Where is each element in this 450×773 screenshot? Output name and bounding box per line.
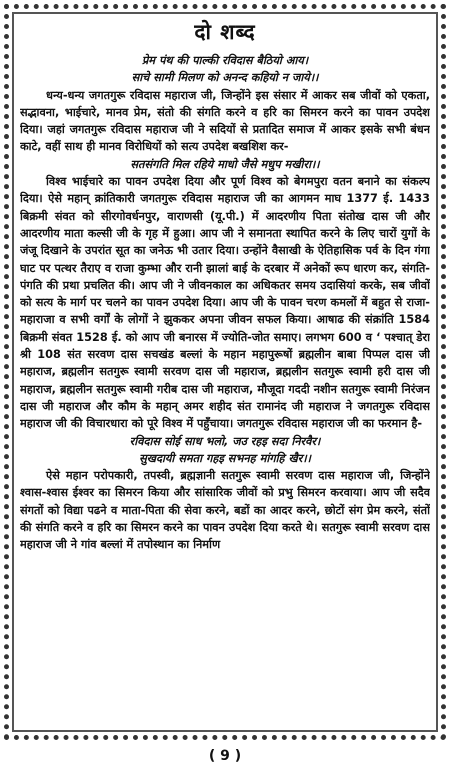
- verse-line: प्रेम पंथ की पाल्की रविदास बैठियो आय।: [141, 54, 309, 67]
- page-number: ( 9 ): [208, 748, 242, 764]
- paragraph: ऐसे महान परोपकारी, तपस्वी, ब्रह्मज्ञानी सतगुरू स्वामी सरवण दास महाराज जी, जिन्होंने श्वास-श्वास ईश्वर का सिमरन किया और सांसारिक जीवों को प्रभु सिमरन करवाया। आप जी सदैव संगतों को विद्या पढने व माता-पिता की सेवा करने, बडों का आदर करने, छोटों संग प्रेम करने, संतों की संगति करने व हरि का सिमरन करने का पावन उपदेश दिया करते थे। सतगुरू स्वामी सरवण दास महाराज जी ने गांव बल्लां में तपोस्थान का निर्माण: [20, 469, 430, 552]
- verse-line: सतसंगति मिल रहिये माधो जैसे मधुप मखीरा।।: [130, 157, 320, 171]
- verse-line: रविदास सोई साध भलो, जउ रहइ सदा निरवैर।: [129, 434, 321, 448]
- page-title: दो शब्द: [194, 20, 256, 44]
- paragraph: धन्य-धन्य जगतगुरू रविदास महाराज जी, जिन्होंने इस संसार में आकर सब जीवों को एकता, सद्भावना, भाईचारे, मानव प्रेम, संतो की संगति करने व हरि का सिमरन करने का पावन उपदेश दिया। जहां जगतगुरू रविदास महाराज जी ने सदियों से प्रतादित समाज में आकर इसके सभी बंधन काटे, वहीं साथ ही मानव विरोधियों को सत्य उपदेश बखशिश कर-: [20, 88, 430, 154]
- verse-line: साचे सामी मिलण को अनन्द कहियो न जाये।।: [131, 71, 319, 85]
- page-content: [20, 14, 430, 734]
- verse-line: सुखदायी समता गहइ सभनह मांगहि खैर।।: [139, 451, 311, 465]
- paragraph: विश्व भाईचारे का पावन उपदेश दिया और पूर्ण विश्व को बेगमपुरा वतन बनाने का संकल्प दिया। ऐसे महान् क्रांतिकारी जगतगुरू रविदास महाराज जी का आगमन माघ 1377 ई. 1433 बिक्रमी संवत को सीरगोवर्धनपुर, वाराणसी (यू.पी.) में आदरणीय पिता संतोख दास जी और आदरणीय माता कल्सी जी के गृह में हुआ। आप जी ने समानता स्थापित करने के लिए चारों युगों के जंजू दिखाने के उपरांत सूत का जनेऊ भी उतार दिया। उन्होंने वैसाखी के ऐतिहासिक पर्व के दिन गंगा घाट पर पत्थर तैराए व राजा कुम्भा और रानी झालां बाई के दरबार में अनेकों रूप धारण कर, संगति-पंगति की प्रथा प्रचलित की। आप जी ने जीवनकाल का अधिकतर समय उदासियां करके, सब जीवों को सत्य के मार्ग पर चलने का पावन उपदेश दिया। आप जी के पावन चरण कमलों में बहुत से राजा-महाराजा व सभी वर्गों के लोगों ने झुककर अपना जीवन सफल किया। आषाढ की संक्रांति 1584 बिक्रमी संवत 1528 ई. को आप जी बनारस में ज्योति-जोत समाए। लगभग 600 व ‘ पश्चात् डेरा श्री 108 संत सरवण दास सचखंड बल्लां के महान महापुरूषों ब्रह्मलीन बाबा पिप्पल दास जी महाराज, ब्रह्मलीन सतगुरू स्वामी सरवण दास जी महाराज, ब्रह्मलीन सतगुरू स्वामी हरी दास जी महाराज, ब्रह्मलीन सतगुरू स्वामी गरीब दास जी महाराज, मौजूदा गददी नशीन सतगुरू स्वामी निरंजन दास जी महाराज और कौम के महान् अमर शहीद संत रामानंद जी महाराज ने जगतगुरू रविदास महाराज जी की विचारधारा को पूरे विश्व में पहुँचाया। जगतगुरू रविदास महाराज जी का फरमान है-: [20, 175, 430, 431]
